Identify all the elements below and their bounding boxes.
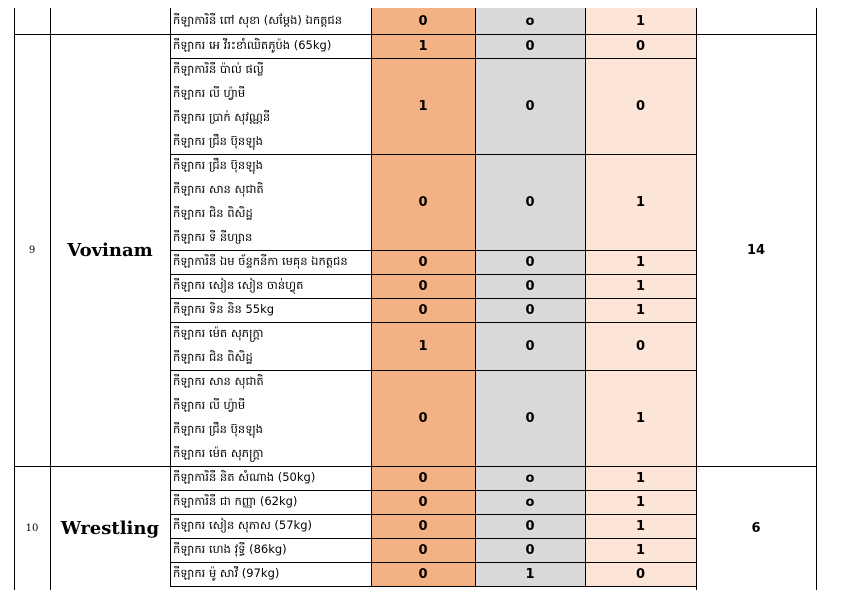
bronze-count: 0: [585, 322, 696, 370]
gold-count: 0: [371, 8, 475, 34]
gold-count: 0: [371, 562, 475, 586]
silver-count: 0: [475, 298, 585, 322]
gold-count: 0: [371, 538, 475, 562]
athlete-name: កីឡាករ សៀន សៀន ចាន់ហ្វុត: [173, 277, 304, 292]
athlete-name: កីឡាការិនី ប៉ាល់ ផល្លី: [173, 61, 264, 76]
athlete-cell: [170, 562, 371, 586]
section-number: 10: [25, 522, 39, 534]
silver-count: 0: [475, 370, 585, 466]
gold-count: 1: [371, 322, 475, 370]
silver-count: 1: [475, 562, 585, 586]
grid-line: [14, 466, 817, 467]
silver-count: o: [475, 466, 585, 490]
grid-line: [14, 34, 817, 35]
gold-count: 0: [371, 154, 475, 250]
silver-count: o: [475, 490, 585, 514]
athlete-name: កីឡាករ ជ្រឹន ប៊ុនឡុង: [173, 421, 263, 436]
athlete-group: [173, 370, 264, 466]
athlete-name: កីឡាករ ម៉េត សុភក្ត្រា: [173, 325, 264, 340]
athlete-cell: [170, 34, 371, 58]
athlete-cell: [170, 274, 371, 298]
gold-count: 0: [371, 250, 475, 274]
grid-line: [170, 322, 697, 323]
athlete-name: កីឡាករ សៀន សុភាស (57kg): [173, 517, 312, 532]
gold-count: 0: [371, 514, 475, 538]
athlete-cell: [170, 298, 371, 322]
gold-count: 1: [371, 58, 475, 154]
sport-name: Wrestling: [60, 517, 160, 539]
athlete-cell: [170, 8, 371, 34]
gold-count: 0: [371, 370, 475, 466]
athlete-cell: [170, 490, 371, 514]
silver-count: 0: [475, 274, 585, 298]
athlete-name: កីឡាករ លី ហ្វ៉ាមី: [173, 397, 246, 412]
athlete-cell: [170, 322, 371, 370]
athlete-name: កីឡាករ ម៉េត សុភក្ត្រា: [173, 445, 264, 460]
bronze-count: 0: [585, 58, 696, 154]
grid-line: [170, 154, 697, 155]
grid-line: [170, 58, 697, 59]
bronze-count: 1: [585, 298, 696, 322]
athlete-group: [173, 154, 264, 250]
silver-count: 0: [475, 250, 585, 274]
grid-line: [170, 250, 697, 251]
athlete-name: កីឡាករ សាន សុជាតិ: [173, 181, 264, 196]
bronze-count: 0: [585, 562, 696, 586]
grid-line: [696, 8, 697, 586]
medal-total: 6: [751, 520, 761, 536]
athlete-name: កីឡាករ ហេង វុទ្ធី (86kg): [173, 541, 287, 556]
grid-line: [170, 370, 697, 371]
gold-count: 0: [371, 466, 475, 490]
grid-line: [170, 8, 171, 586]
bronze-count: 1: [585, 514, 696, 538]
athlete-group: [173, 322, 263, 370]
grid-line: [14, 8, 15, 590]
grid-line: [170, 514, 697, 515]
grid-line: [170, 586, 697, 587]
silver-count: 0: [475, 154, 585, 250]
athlete-cell: [170, 514, 371, 538]
grid-line: [170, 298, 697, 299]
athlete-cell: [170, 466, 371, 490]
grid-line: [816, 8, 817, 590]
silver-count: 0: [475, 34, 585, 58]
bronze-count: 1: [585, 274, 696, 298]
athlete-name: កីឡាករ សាន សុជាតិ: [173, 373, 264, 388]
athlete-cell: [170, 154, 371, 250]
athlete-group: [173, 58, 270, 154]
athlete-name: កីឡាការិនី ពៅ សុខា (សម្តែង) ឯកត្តជន: [173, 12, 343, 27]
gold-count: 0: [371, 490, 475, 514]
bronze-count: 1: [585, 490, 696, 514]
athlete-name: កីឡាករ ជិន ពិសិដ្ឋ: [173, 349, 253, 364]
gold-count: 0: [371, 298, 475, 322]
athlete-cell: [170, 250, 371, 274]
athlete-name: កីឡាការិនី ឯម ច័ន្ទកនីកា មេគុន ឯកត្តជន: [173, 253, 348, 268]
silver-count: 0: [475, 514, 585, 538]
athlete-name: កីឡាការិនី និត សំណាង (50kg): [173, 469, 316, 484]
athlete-name: កីឡាករ ទី នីហ្សាន: [173, 229, 253, 244]
athlete-name: កីឡាករ ជ្រឹន ប៊ុនឡុង: [173, 157, 263, 172]
sport-name: Vovinam: [67, 239, 153, 261]
athlete-name: កីឡាការិនី ជា កញ្ញា (62kg): [173, 493, 298, 508]
athlete-name: កីឡាករ លី ហ្វ៉ាមី: [173, 85, 246, 100]
section-number: 9: [28, 244, 36, 256]
athlete-name: កីឡាករ ម៉ូ សាវី (97kg): [173, 565, 280, 580]
grid-line: [371, 8, 372, 586]
bronze-count: 1: [585, 370, 696, 466]
athlete-name: កីឡាករ ប្រាក់ សុវណ្ណនី: [173, 109, 271, 124]
athlete-cell: [170, 538, 371, 562]
bronze-count: 0: [585, 34, 696, 58]
silver-count: o: [475, 8, 585, 34]
bronze-count: 1: [585, 466, 696, 490]
bronze-count: 1: [585, 8, 696, 34]
athlete-name: កីឡាករ ទិន និន 55kg: [173, 301, 275, 316]
grid-line: [170, 490, 697, 491]
bronze-count: 1: [585, 154, 696, 250]
athlete-name: កីឡាករ ជិន ពិសិដ្ឋ: [173, 205, 253, 220]
bronze-count: 1: [585, 538, 696, 562]
athlete-cell: [170, 370, 371, 466]
silver-count: 0: [475, 538, 585, 562]
grid-line: [585, 8, 586, 586]
athlete-name: កីឡាករ ជ្រឹន ប៊ុនឡុង: [173, 133, 263, 148]
silver-count: 0: [475, 322, 585, 370]
grid-line: [170, 538, 697, 539]
grid-line: [170, 562, 697, 563]
silver-count: 0: [475, 58, 585, 154]
athlete-name: កីឡាករ អេ វីរះខាំឈិតភូប៉ង (65kg): [173, 37, 332, 52]
athlete-cell: [170, 58, 371, 154]
medal-total: 14: [746, 242, 766, 258]
grid-line: [170, 274, 697, 275]
grid-line: [475, 8, 476, 586]
bronze-count: 1: [585, 250, 696, 274]
grid-line: [50, 8, 51, 590]
gold-count: 1: [371, 34, 475, 58]
gold-count: 0: [371, 274, 475, 298]
